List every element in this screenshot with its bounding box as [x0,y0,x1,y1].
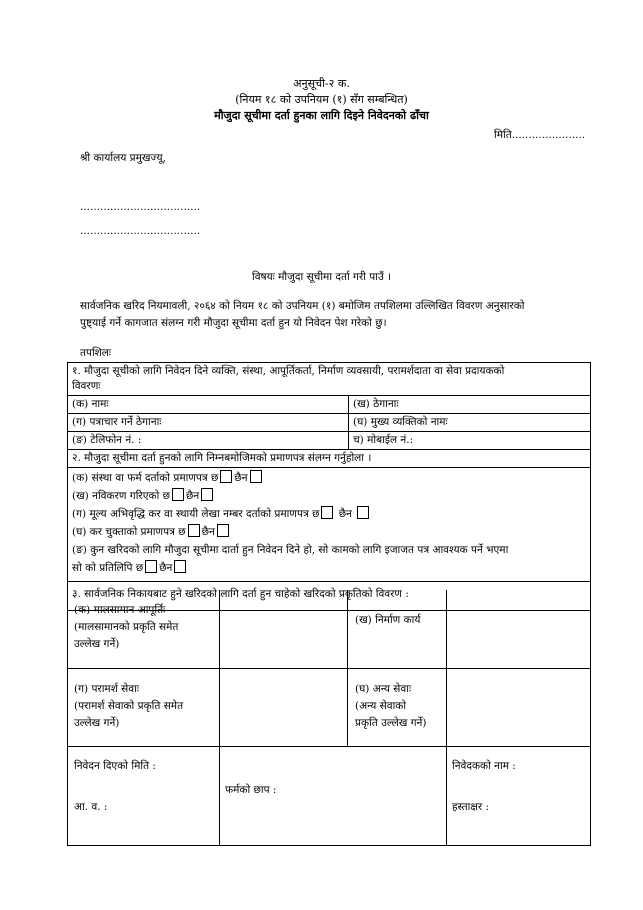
yes-checkbox[interactable] [188,524,200,537]
details-label: तपशिलः [80,347,112,359]
fiscal-year-field[interactable]: आ. व. : [74,801,108,813]
name-field[interactable]: (क) नामः [68,396,349,414]
date-field[interactable]: मिति...................... [494,129,586,141]
checklist-item-vat-pan: (ग) मूल्य अभिवृद्धि कर वा स्थायी लेखा नम्बर दर्ताको प्रमाणपत्र छ छैन [72,505,586,523]
grid-divider-2 [347,590,348,668]
body-line-2: पुष्ट्याई गर्ने कागजात संलग्न गरी मौजुदा सूचीमा दर्ता हुन यो निवेदन पेश गरेको छु। [80,317,387,329]
grid-divider-1 [219,590,220,846]
checklist-item-tax-clearance: (घ) कर चुक्ताको प्रमाणपत्र छ छैन [72,523,586,541]
subject-line: विषयः मौजुदा सूचीमा दर्ता गरी पाउँ । [251,271,392,283]
mailing-address-field[interactable]: (ग) पत्राचार गर्ने ठेगानाः [68,414,349,432]
office-line-1[interactable]: .................................... [80,201,201,213]
signature-field[interactable]: हस्ताक्षर : [452,801,490,813]
no-checkbox[interactable] [201,488,213,501]
office-line-2[interactable]: .................................... [80,225,201,237]
section-3-title: ३. सार्वजनिक निकायबाट हुने खरिदको लागि दर्ता हुन चाहेको खरिदको प्रकृतिको विवरण : [68,582,591,611]
telephone-field[interactable]: (ङ) टेलिफोन नं. : [68,432,349,450]
yes-checkbox[interactable] [321,506,333,519]
address-field[interactable]: (ख) ठेगानाः [349,396,591,414]
consulting-service-cell[interactable]: (ग) परामर्श सेवाः (परामर्श सेवाको प्रकृति समेत उल्लेख गर्ने) [74,683,184,729]
checklist-item-renewal: (ख) नविकरण गरिएको छ छैन [72,487,586,505]
no-checkbox[interactable] [217,524,229,537]
no-checkbox[interactable] [174,560,186,573]
addressee: श्री कार्यालय प्रमुखज्यू, [80,152,166,164]
yes-checkbox[interactable] [172,488,184,501]
yes-checkbox[interactable] [145,560,157,573]
rule-reference: (नियम १८ को उपनियम (१) सँग सम्बन्धित) [235,93,408,106]
other-service-cell[interactable]: (घ) अन्य सेवाः (अन्य सेवाको प्रकृति उल्लेख गर्ने) [355,683,427,729]
form-title: मौजुदा सूचीमा दर्ता हुनका लागि दिइने निवेदनको ढाँचा [214,109,429,122]
no-checkbox[interactable] [357,506,369,519]
checklist-item-license: (ङ) कुन खरिदको लागि मौजुदा सूचीमा दार्ता हुन निवेदन दिने हो, सो कामको लागि इजाजत पत्र आवश्यक पर्ने भएमा सो को प्रतिलिपि छ छैन [72,544,509,574]
firm-stamp-field[interactable]: फर्मको छाप : [225,784,277,796]
annex-title: अनुसूची-२ क. [293,77,350,90]
grid-row-divider-2 [67,746,591,747]
section-1-title: १. मौजुदा सूचीको लागि निवेदन दिने व्यक्ति, संस्था, आपूर्तिकर्ता, निर्माण व्यवसायी, परामर्शदाता वा सेवा प्रदायकको विवरणः [68,363,591,396]
yes-checkbox[interactable] [220,470,232,483]
grid-divider-3 [347,668,348,746]
goods-supply-cell[interactable]: (क) मालसामान आपूर्तिः (मालसामानको प्रकृति समेत उल्लेख गर्ने) [74,604,179,650]
section-2-title: २. मौजुदा सूचीमा दर्ता हुनको लागि निम्नबमोजिमको प्रमाणपत्र संलग्न गर्नुहोला । [68,450,591,468]
certificate-checklist [68,468,591,582]
no-checkbox[interactable] [250,470,262,483]
grid-divider-4 [446,590,447,846]
applicant-details-table [67,362,591,611]
mobile-field[interactable]: च) मोबाईल नं.: [349,432,591,450]
chief-person-field[interactable]: (घ) मुख्य व्यक्तिको नामः [349,414,591,432]
checklist-item-registration: (क) संस्था वा फर्म दर्ताको प्रमाणपत्र छ छैन [72,469,586,487]
applicant-name-field[interactable]: निवेदकको नाम : [452,760,516,772]
application-date-field[interactable]: निवेदन दिएको मिति : [74,760,156,772]
body-line-1: सार्वजनिक खरिद नियमावली, २०६४ को नियम १८ को उपनियम (१) बमोजिम तपशिलमा उल्लिखित विवरण अनुसारको [80,300,525,312]
grid-row-divider-1 [67,668,591,669]
construction-work-cell[interactable]: (ख) निर्माण कार्य [355,614,421,626]
